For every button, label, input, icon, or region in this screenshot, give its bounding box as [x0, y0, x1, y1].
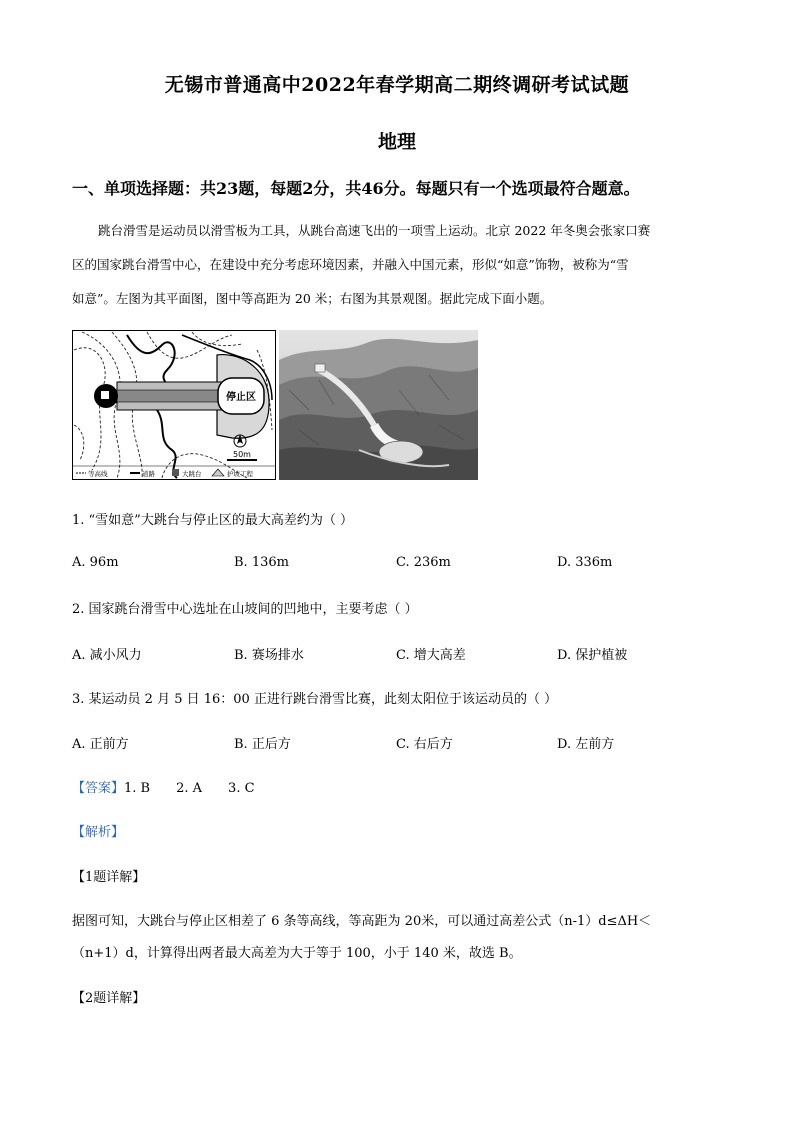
answer-row [72, 777, 255, 796]
q2-option-c: C. 增大高差 [396, 648, 466, 663]
plan-map-figure [72, 330, 276, 480]
intro-paragraph [72, 214, 722, 316]
intro-line-2: 区的国家跳台滑雪中心，在建设中充分考虑环境因素，并融入中国元素，形似“如意”饰物，被称为“雪 [72, 257, 629, 272]
q3-option-d: D. 左前方 [557, 737, 615, 752]
q3-option-a: A. 正前方 [72, 737, 129, 752]
legend-road: 道路 [142, 470, 155, 478]
q3-option-c: C. 右后方 [396, 737, 453, 752]
section-heading: 一、单项选择题：共23题，每题2分，共46分。每题只有一个选项最符合题意。 [72, 179, 640, 198]
landscape-photo [279, 330, 478, 480]
question-3-stem: 3. 某运动员 2 月 5 日 16：00 正进行跳台滑雪比赛，此刻太阳位于该运动员的（ ） [72, 692, 558, 707]
question-2-stem: 2. 国家跳台滑雪中心选址在山坡间的凹地中，主要考虑（ ） [72, 602, 418, 617]
answer-item-2: 2. A [176, 781, 203, 796]
q3-option-b: B. 正后方 [234, 737, 291, 752]
q1-detail-line-2: （n+1）d，计算得出两者最大高差为大于等于 100，小于 140 米，故选 B。 [72, 946, 522, 961]
q1-option-b: B. 136m [234, 555, 289, 570]
q2-option-d: D. 保护植被 [557, 648, 628, 663]
intro-line-3: 如意”。左图为其平面图，图中等高距为 20 米；右图为其景观图。据此完成下面小题。 [72, 291, 553, 306]
analysis-label: 【解析】 [72, 825, 125, 840]
legend-slope: 护坡工程 [227, 470, 253, 478]
q1-option-c: C. 236m [396, 555, 451, 570]
q2-detail-heading: 【2题详解】 [72, 991, 146, 1006]
q2-option-b: B. 赛场排水 [234, 648, 304, 663]
answer-item-1: 1. B [124, 781, 151, 796]
q1-option-a: A. 96m [72, 555, 119, 570]
intro-line-1: 跳台滑雪是运动员以滑雪板为工具，从跳台高速飞出的一项雪上运动。北京 2022 年冬奥会张家口赛 [98, 223, 651, 238]
q2-option-a: A. 减小风力 [72, 648, 142, 663]
stop-area-label: 停止区 [226, 392, 256, 403]
legend-jump: 大跳台 [182, 470, 202, 478]
question-1-stem: 1. “雪如意”大跳台与停止区的最大高差约为（ ） [72, 513, 353, 528]
q1-detail-heading: 【1题详解】 [72, 870, 146, 885]
answer-label: 【答案】 [72, 781, 125, 796]
answer-item-3: 3. C [228, 781, 255, 796]
legend-contour: 等高线 [88, 470, 108, 478]
scale-label: 50m [233, 450, 251, 459]
q1-option-d: D. 336m [557, 555, 613, 570]
subject-title: 地理 [377, 131, 416, 153]
q1-detail-line-1: 据图可知，大跳台与停止区相差了 6 条等高线，等高距为 20米，可以通过高差公式（n-1）d≤ΔH＜ [72, 914, 652, 929]
document-title: 无锡市普通高中2022年春学期高二期终调研考试试题 [164, 74, 630, 96]
